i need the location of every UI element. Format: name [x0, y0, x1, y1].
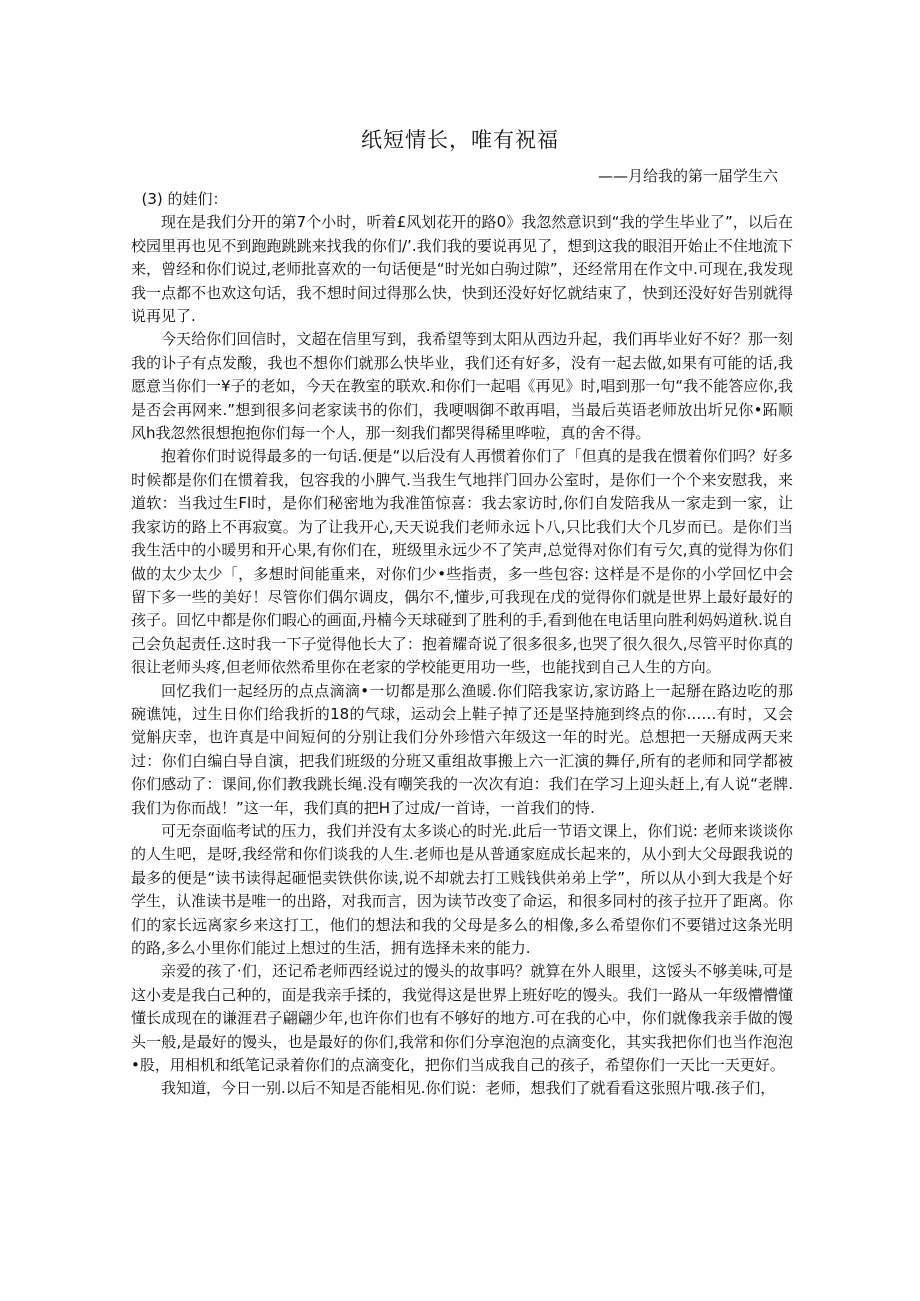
paragraph-3: 抱着你们时说得最多的一句话.便是“以后没有人再惯着你们了「但真的是我在惯着你们吗？好多时候都是你们在惯着我，包容我的小脾气.当我生气地拌门回办公室时，是你们一个个来安慰我，来道软：当我过生Fl时，是你们秘密地为我准笛惊喜：我去家访时,你们自发陪我从一家走到一家，让我家访的路上不再寂寞。为了让我开心,天天说我们老师永远卜八,只比我们大个几岁而已。是你们当我生活中的小暖男和开心果,有你们在，班级里永远少不了笑声,总觉得对你们有亏欠,真的觉得为你们做的太少太少「，多想时间能重来，对你们少•些指责，多一些包容: 这样是不是你的小学回忆中会留下多一些的美好！尽管你们偶尔调皮，偶尔不,懂步,可我现在戊的觉得你们就是世界上最好最好的孩子。回忆中都是你们暇心的画面,丹楠今天球碰到了胜利的手,看到他在电话里向胜利妈妈道秋.说自己会负起责任.这时我一下子觉得他长大了：抱着耀奇说了很多很多,也哭了很久很久,尽管平时你真的很让老师头疼,但老师依然希里你在老家的学校能更用功一些，也能找到自己人生的方向。 — [131, 447, 793, 677]
salutation: (3) 的娃们： — [141, 190, 228, 208]
paragraph-2: 今天给你们回信时，文超在信里写到，我希望等到太阳从西边升起，我们再毕业好不好？那一刻我的讣子有点发酸，我也不想你们就那么快毕业，我们还有好多，没有一起去做,如果有可能的话,我愿意当你们一¥子的老如，今天在教室的联欢.和你们一起唱《再见》时,唱到那一句“我不能答应你,我是否会再网来.”想到很多问老家读书的你们，我哽咽御不敢再唱，当最后英语老师放出圻兄你•跖顺风h我忽然很想抱抱你们每一个人，那一刻我们都哭得稀里哗啦，真的舍不得。 — [131, 330, 793, 443]
letter-body — [131, 188, 793, 1101]
paragraph-5: 可无奈面临考试的压力，我们并没有太多谈心的时光.此后一节语文课上，你们说: 老师来谈谈你的人生吧，是呀,我经常和你们谈我的人生.老师也是从普通家庭成长起来的，从小到大父母跟我说的最多的便是“读书读得起砸悒卖铁供你读,说不却就去打工贱钱供弟弟上学”，所以从小到大我是个好学生，认准读书是唯一的出路，对我而言，因为读节改变了命运，和很多同村的孩子拉开了距离。你们的家长远离家乡来这打工，他们的想法和我的父母是多么的相像,多么希望你们不要错过这条光明的路,多么小里你们能过上想过的生活，拥有选择未来的能力. — [131, 821, 793, 957]
paragraph-4: 回忆我们一起经历的点点滴滴•一切都是那么渔暖.你们陪我家访,家访路上一起掰在路边吃的那碗谯饨，过生日你们给我折的18的气球，运动会上鞋子掉了还是坚持施到终点的你……有时，又会觉斛庆幸，也许真是中间短何的分别让我们分外珍惜六年级这一年的时光。总想把一天掰成两天来过：你们白编白导自演，把我们班级的分班又重组故事搬上六一汇演的舞仔,所有的老师和同学都被你们感动了：课间,你们教我跳长绳.没有嘲笑我的一次次有迫：我们在学习上迎头赶上,有人说“老牌.我们为你而战！”这一年，我们真的把H了过成/一首诗，一首我们的恃. — [131, 681, 793, 817]
paragraph-7: 我知道，今日一别.以后不知是否能相见.你们说：老师，想我们了就看看这张照片哦.孩子们， — [161, 1079, 776, 1098]
paragraph-1: 现在是我们分开的第7个小时，听着£风划花开的路0》我忽然意识到“我的学生毕业了”，以后在校园里再也见不到跑跑跳跳来找我的你们/’.我们我的要说再见了，想到这我的眼泪开始止不住地流下来，曾经和你们说过,老师批喜欢的一句话便是“时光如白驹过隙”，还经常用在作文中.可现在,我发现我一点都不也欢这句话，我不想时间过得那么快，快到还没好好忆就结束了，快到还没好好告别就得说再见了. — [131, 213, 793, 326]
document-title: 纸短情长，唯有祝福 — [361, 128, 559, 152]
document-subtitle: ——月给我的第一届学生六 — [597, 167, 778, 185]
paragraph-6: 亲爱的孩了·们，还记希老师西经说过的馒头的故事吗？就算在外人眼里，这馁头不够美味,可是这小麦是我白己种的，面是我亲手揉的，我觉得这是世界上班好吃的馒头。我们一路从一年级懵懵懂懂长成现在的谦涯君子翩翩少年,也许你们也有不够好的地方.可在我的心中，你们就像我亲手做的馒头一般,是最好的馒头，也是最好的你们,我常和你们分享泡泡的点滴变化，其实我把你们也当作泡泡•股，用相机和纸笔记录着你们的点滴变化，把你们当成我自己的孩子，希望你们一天比一天更好。 — [131, 962, 793, 1075]
